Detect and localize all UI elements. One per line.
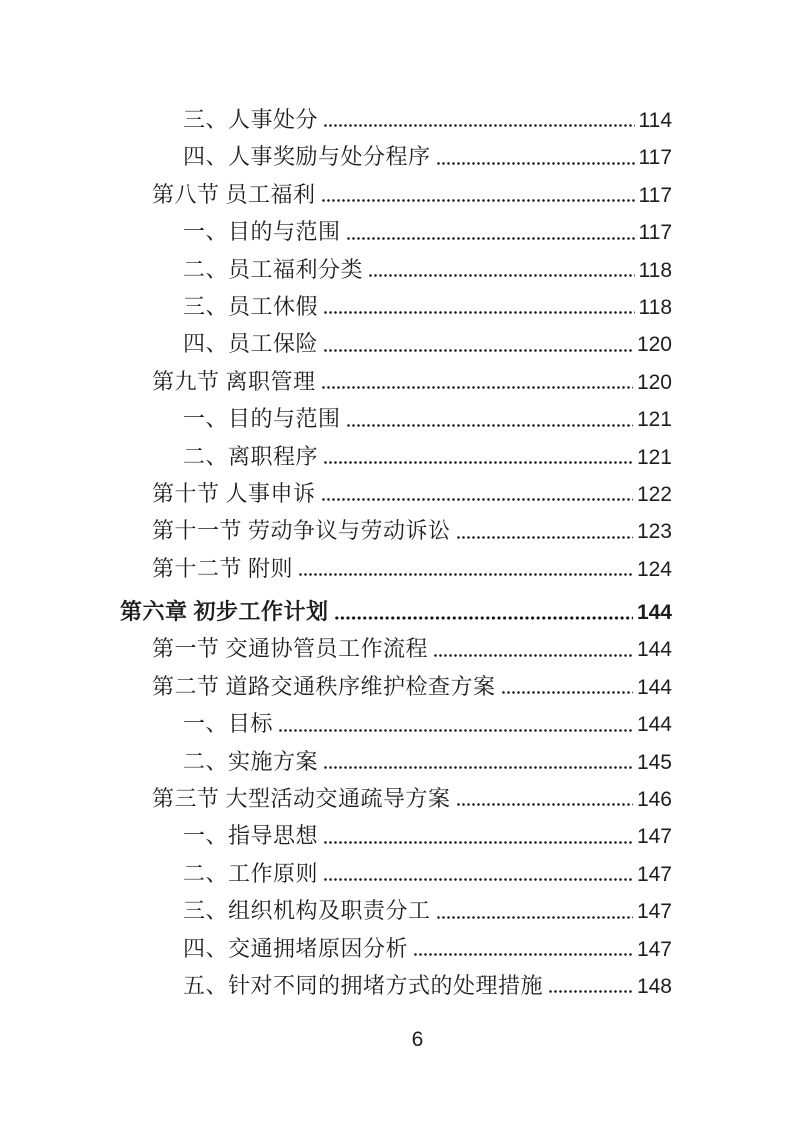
toc-entry[interactable] bbox=[120, 176, 672, 213]
dot-leader bbox=[323, 878, 633, 881]
toc-entry-page-number: 117 bbox=[638, 183, 672, 207]
toc-entry-page-number: 118 bbox=[638, 295, 672, 319]
toc-entry-label: 第二节 道路交通秩序维护检查方案 bbox=[152, 673, 496, 699]
toc-entry-page-number: 124 bbox=[636, 557, 672, 581]
dot-leader bbox=[456, 803, 633, 806]
toc-entry-page-number: 121 bbox=[636, 445, 672, 469]
toc-entry-page-number: 144 bbox=[636, 713, 672, 737]
toc-entry[interactable] bbox=[120, 325, 672, 362]
toc-entry[interactable] bbox=[120, 630, 672, 667]
toc-entry-label: 第十节 人事申诉 bbox=[152, 480, 316, 506]
dot-leader bbox=[436, 162, 635, 165]
toc-entry-label: 第三节 大型活动交通疏导方案 bbox=[152, 786, 451, 812]
toc-entry[interactable] bbox=[120, 780, 672, 817]
toc-entry-page-number: 146 bbox=[636, 788, 672, 812]
toc-entry-label: 第十二节 附则 bbox=[152, 555, 294, 581]
toc-entry-label: 三、员工休假 bbox=[183, 293, 319, 319]
toc-entry-page-number: 121 bbox=[636, 408, 672, 432]
dot-leader bbox=[501, 691, 633, 694]
toc-entry-page-number: 147 bbox=[636, 900, 672, 924]
toc-entry[interactable] bbox=[120, 817, 672, 854]
dot-leader bbox=[321, 498, 633, 501]
toc-entry-page-number: 120 bbox=[636, 370, 672, 394]
dot-leader bbox=[548, 990, 633, 993]
table-of-contents bbox=[120, 101, 672, 1004]
dot-leader bbox=[433, 654, 633, 657]
toc-entry-label: 第八节 员工福利 bbox=[152, 181, 316, 207]
toc-entry-label: 第十一节 劳动争议与劳动诉讼 bbox=[152, 518, 451, 544]
dot-leader bbox=[323, 349, 633, 352]
toc-entry-page-number: 117 bbox=[638, 146, 672, 170]
dot-leader bbox=[436, 916, 633, 919]
toc-entry[interactable] bbox=[120, 138, 672, 175]
toc-entry-page-number: 147 bbox=[636, 825, 672, 849]
toc-entry[interactable] bbox=[120, 475, 672, 512]
dot-leader bbox=[413, 953, 633, 956]
toc-entry-page-number: 144 bbox=[636, 675, 672, 699]
toc-entry-label: 二、实施方案 bbox=[183, 748, 319, 774]
toc-entry[interactable] bbox=[120, 855, 672, 892]
dot-leader bbox=[298, 573, 633, 576]
toc-entry[interactable] bbox=[120, 967, 672, 1004]
toc-entry-page-number: 147 bbox=[636, 937, 672, 961]
toc-entry-page-number: 118 bbox=[638, 258, 672, 282]
toc-entry-label: 第九节 离职管理 bbox=[152, 368, 316, 394]
dot-leader bbox=[346, 424, 633, 427]
dot-leader bbox=[323, 311, 635, 314]
toc-entry-page-number: 145 bbox=[636, 750, 672, 774]
toc-entry-label: 三、人事处分 bbox=[183, 107, 319, 132]
toc-entry[interactable] bbox=[120, 743, 672, 780]
toc-entry-page-number: 117 bbox=[638, 221, 672, 245]
toc-entry-page-number: 122 bbox=[636, 482, 672, 506]
toc-entry-label: 四、员工保险 bbox=[183, 331, 319, 357]
dot-leader bbox=[323, 124, 635, 127]
toc-entry[interactable] bbox=[120, 705, 672, 742]
toc-entry-label: 二、工作原则 bbox=[183, 860, 319, 886]
toc-entry-label: 第一节 交通协管员工作流程 bbox=[152, 636, 429, 662]
dot-leader bbox=[321, 386, 633, 389]
toc-entry[interactable] bbox=[120, 288, 672, 325]
toc-entry-page-number: 144 bbox=[636, 601, 672, 625]
toc-entry-label: 五、针对不同的拥堵方式的处理措施 bbox=[183, 972, 544, 998]
toc-entry-label: 二、员工福利分类 bbox=[183, 256, 364, 282]
toc-entry[interactable] bbox=[120, 550, 672, 587]
toc-entry-label: 四、人事奖励与处分程序 bbox=[183, 144, 431, 170]
dot-leader bbox=[346, 237, 635, 240]
toc-entry[interactable] bbox=[120, 512, 672, 549]
toc-entry-label: 四、交通拥堵原因分析 bbox=[183, 935, 409, 961]
toc-entry-page-number: 114 bbox=[638, 109, 672, 132]
toc-entry[interactable] bbox=[120, 892, 672, 929]
toc-entry-page-number: 144 bbox=[636, 638, 672, 662]
toc-entry-label: 三、组织机构及职责分工 bbox=[183, 898, 431, 924]
dot-leader bbox=[456, 536, 633, 539]
toc-entry[interactable] bbox=[120, 251, 672, 288]
toc-entry[interactable] bbox=[120, 400, 672, 437]
toc-entry-label: 一、目标 bbox=[183, 711, 274, 737]
toc-entry[interactable] bbox=[120, 930, 672, 967]
toc-entry[interactable] bbox=[120, 363, 672, 400]
dot-leader bbox=[278, 729, 633, 732]
toc-entry-label: 第六章 初步工作计划 bbox=[120, 599, 329, 625]
dot-leader bbox=[323, 841, 633, 844]
toc-entry[interactable] bbox=[120, 593, 672, 630]
toc-entry-label: 一、目的与范围 bbox=[183, 219, 341, 245]
toc-entry-page-number: 120 bbox=[636, 333, 672, 357]
toc-entry[interactable] bbox=[120, 438, 672, 475]
toc-entry-page-number: 147 bbox=[636, 862, 672, 886]
dot-leader bbox=[321, 199, 635, 202]
toc-entry[interactable] bbox=[120, 668, 672, 705]
toc-entry-label: 二、离职程序 bbox=[183, 443, 319, 469]
dot-leader bbox=[368, 274, 635, 277]
toc-entry[interactable] bbox=[120, 101, 672, 138]
toc-entry-label: 一、指导思想 bbox=[183, 823, 319, 849]
toc-entry-page-number: 123 bbox=[636, 520, 672, 544]
page-footer bbox=[0, 1025, 793, 1055]
toc-entry-page-number: 148 bbox=[636, 974, 672, 998]
dot-leader bbox=[334, 616, 633, 620]
dot-leader bbox=[323, 766, 633, 769]
dot-leader bbox=[323, 461, 633, 464]
page-number: 6 bbox=[411, 1028, 424, 1051]
toc-entry[interactable] bbox=[120, 213, 672, 250]
toc-entry-label: 一、目的与范围 bbox=[183, 406, 341, 432]
